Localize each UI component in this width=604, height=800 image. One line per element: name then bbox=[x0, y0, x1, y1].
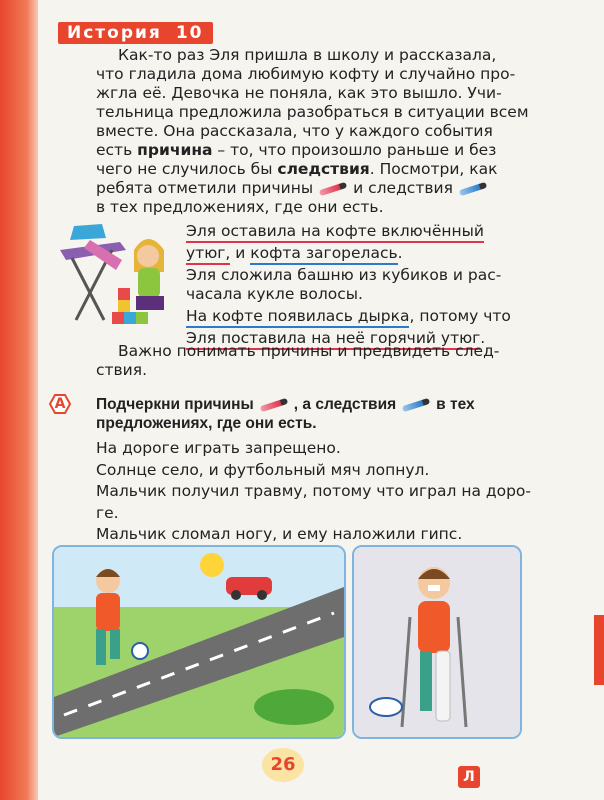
page-number: 26 bbox=[262, 748, 304, 782]
cast-scene-illustration bbox=[354, 547, 520, 737]
picture-boy-road bbox=[52, 545, 346, 739]
labirint-logo-icon: Л bbox=[458, 766, 480, 788]
task-instruction bbox=[96, 395, 475, 433]
road-scene-illustration bbox=[54, 547, 344, 737]
task-sentence: Мальчик сломал ногу, и ему наложили гипс. bbox=[96, 525, 463, 543]
blue-pencil-icon bbox=[459, 181, 487, 195]
task-line: Подчеркни причины , а следствия в тех bbox=[96, 396, 475, 413]
cause-underline: Эля оставила на кофте включённый bbox=[186, 222, 484, 243]
example-line: часала кукле волосы. bbox=[186, 285, 363, 303]
task-sentence: ге. bbox=[96, 503, 119, 522]
cause-underline: утюг, bbox=[186, 244, 230, 265]
story-number: 10 bbox=[175, 23, 204, 43]
example-line: На кофте появилась дырка, потому что bbox=[186, 307, 511, 326]
cause-underline: Эля поставила на неё горячий утюг bbox=[186, 329, 480, 350]
page-edge-strip bbox=[0, 0, 38, 800]
intro-line: что гладила дома любимую кофту и случайно про- bbox=[96, 65, 516, 83]
blue-pencil-icon bbox=[402, 398, 430, 412]
intro-line: ребята отметили причины и следствия bbox=[96, 179, 529, 198]
intro-line: в тех предложениях, где они есть. bbox=[96, 198, 384, 216]
effect-underline: кофта загорелась bbox=[250, 244, 397, 265]
example-line bbox=[186, 222, 511, 241]
intro-line: жгла её. Девочка не поняла, как это вышло. Учи- bbox=[96, 84, 502, 102]
intro-line: есть причина – то, что произошло раньше и без bbox=[96, 141, 497, 159]
story-header bbox=[58, 22, 213, 44]
intro-line: вместе. Она рассказала, что у каждого события bbox=[96, 122, 493, 140]
effect-underline: На кофте появилась дырка bbox=[186, 307, 409, 328]
intro-line: Как-то раз Эля пришла в школу и рассказала, bbox=[118, 46, 497, 64]
example-block bbox=[186, 222, 511, 348]
task-sentence: Солнце село, и футбольный мяч лопнул. bbox=[96, 460, 430, 479]
example-line: Эля поставила на неё горячий утюг. bbox=[186, 329, 511, 348]
task-sentence: На дороге играть запрещено. bbox=[96, 439, 341, 457]
task-letter: А bbox=[54, 396, 66, 412]
intro-paragraph bbox=[96, 46, 529, 217]
red-pencil-icon bbox=[319, 181, 347, 195]
intro-line: чего не случилось бы следствия. Посмотри, как bbox=[96, 160, 498, 178]
task-sentences bbox=[96, 438, 531, 546]
note-line: ствия. bbox=[96, 361, 148, 379]
task-sentence: Мальчик получил травму, потому что играл на доро- bbox=[96, 482, 531, 500]
story-title: История bbox=[67, 23, 162, 43]
task-badge bbox=[46, 393, 74, 415]
red-pencil-icon bbox=[260, 398, 288, 412]
note-paragraph bbox=[96, 342, 499, 380]
intro-line: тельница предложила разобраться в ситуации всем bbox=[96, 103, 529, 121]
example-line: утюг, и кофта загорелась. bbox=[186, 244, 511, 263]
girl-ironing-illustration bbox=[52, 220, 182, 330]
picture-boy-cast bbox=[352, 545, 522, 739]
note-line: Важно понимать причины и предвидеть след- bbox=[118, 342, 500, 360]
example-line: Эля сложила башню из кубиков и рас- bbox=[186, 266, 502, 284]
term-cause: причина bbox=[137, 141, 213, 159]
side-tab bbox=[594, 615, 604, 685]
term-effect: следствия bbox=[277, 160, 370, 178]
task-line: предложениях, где они есть. bbox=[96, 415, 317, 432]
